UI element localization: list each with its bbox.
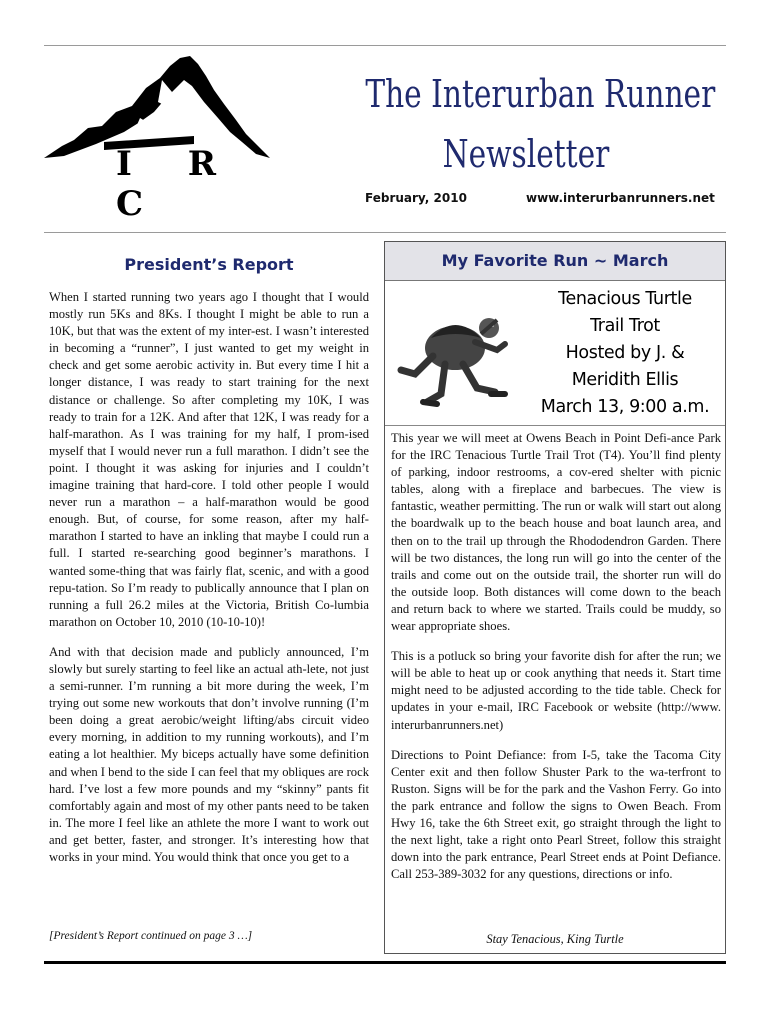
event-name-line-2: Trail Trot [590,316,660,336]
presidents-report-body [49,289,369,879]
newsletter-title [365,64,716,184]
favorite-run-box [384,241,726,954]
event-host-line-2: Meridith Ellis [571,370,679,390]
favorite-run-heading: My Favorite Run ~ March [385,242,725,281]
continued-note: [President’s Report continued on page 3 …] [49,930,253,942]
bottom-rule [44,961,726,964]
favorite-run-paragraph: This year we will meet at Owens Beach in Point Defi-ance Park for the IRC Tenacious Turtle Trail Trot (T4). You’ll find plenty of parking, indoor restrooms, a cov-ered shelter with picnic tables, along with a fireplace and barbecues. The view is fantastic, weather permitting. The run or walk will start out along the boardwalk up to the beach house and boat launch area, and then on to the trail up through the Rhododendron Garden. There will be two distances, the long run will go into the center of the trails and come out on the outside trail, the shorter run will do the outside loop. Both distances will come down to the beach and return back to where we started. Trails could be muddy, so wear appropriate shoes. [391,431,721,634]
event-announcement [525,286,725,421]
presidents-report-heading: President’s Report [124,255,294,274]
favorite-run-body [391,430,721,896]
presidents-report-paragraph: And with that decision made and publicly announced, I’m slowly but surely starting to feel like an actual ath-lete, not just a semi-runner. I’m running a bit more during the week, I’m trying out some new workouts that don’t involve running (I’m been doing a great aerobic/weight lifting/abs circuit video every morning, in addition to my running workouts), and I’m eating a lot healthier. My biceps actually have some definition and when I bend to the side I can feel that my obliques are rock hard. I’ve lost a few more pounds and my “skinny” pants fit comfortably again and most of my other pants need to be taken in. The more I feel like an athlete the more I want to work out and get better, faster, and stronger. It’s interesting how that works in your mind. You would think that once you get to a [49,644,369,864]
title-line-2: Newsletter [442,132,610,176]
website-link[interactable]: www.interurbanrunners.net [526,191,715,205]
issue-date: February, 2010 [365,191,467,205]
event-host-line-1: Hosted by J. & [565,343,685,363]
top-rule [44,45,726,46]
masthead-divider [44,232,726,233]
presidents-report-paragraph: When I started running two years ago I thought that I would mostly run 5Ks and 8Ks. I thought I might be able to run a 10K, but that was the extent of my inter-est. I wasn’t interested in becoming a “runner”, I just wanted to get my weight in check and get some aerobic activity in. But every time I hit a longer distance, I was ready to start training for the next distance or challenge. So after completing my 10K, I was ready to train for a 12K. And after that 12K, I was ready for a half-marathon. As I was training for my half, I prom-ised myself that I would never run a full marathon. I didn’t see the point. I thought it was asking for injuries and I couldn’t imagine training that hard-core. I told other people I would never run a marathon – a half-marathon would be good enough. But, of course, for some reason, after my half-marathon I started to have an inkling that maybe I could run a full. I started re-searching good beginner’s marathons. I wanted some-thing that was fairly flat, scenic, and with a good repu-tation. So I’m ready to publically announce that I plan on running a full 26.2 miles at the Victoria, British Co-lumbia marathon on October 10, 2010 (10-10-10)! [49,290,369,629]
event-datetime: March 13, 9:00 a.m. [540,397,710,417]
favorite-run-paragraph: Directions to Point Defiance: from I-5, take the Tacoma City Center exit and then follow Shuster Park to the wa-terfront to Ruston. Signs will be for the park and the Vashon Ferry. Go into the park entrance and follow the signs to Owen Beach. From Hwy 16, take the 6th Street exit, go straight through the light to the next light, take a right onto Pearl Street, follow this straight down into the park entrance, Pearl Street ends at Point Defiance. Call 253-389-3032 for any questions, directions or info. [391,747,721,882]
title-line-1: The Interurban Runner [365,72,716,116]
event-divider [385,425,725,426]
event-name-line-1: Tenacious Turtle [558,289,692,309]
favorite-run-paragraph: This is a potluck so bring your favorite dish for after the run; we will be able to heat up or cook anything that needs it. Start time might need to be adjusted according to the tide table. Check for updates in your e-mail, IRC Facebook or website (http://www. interurbanrunners.net) [391,649,721,732]
irc-logo [44,54,276,224]
running-turtle-icon [393,298,523,418]
logo-letters: I R C [116,144,238,224]
signoff: Stay Tenacious, King Turtle [486,932,624,946]
